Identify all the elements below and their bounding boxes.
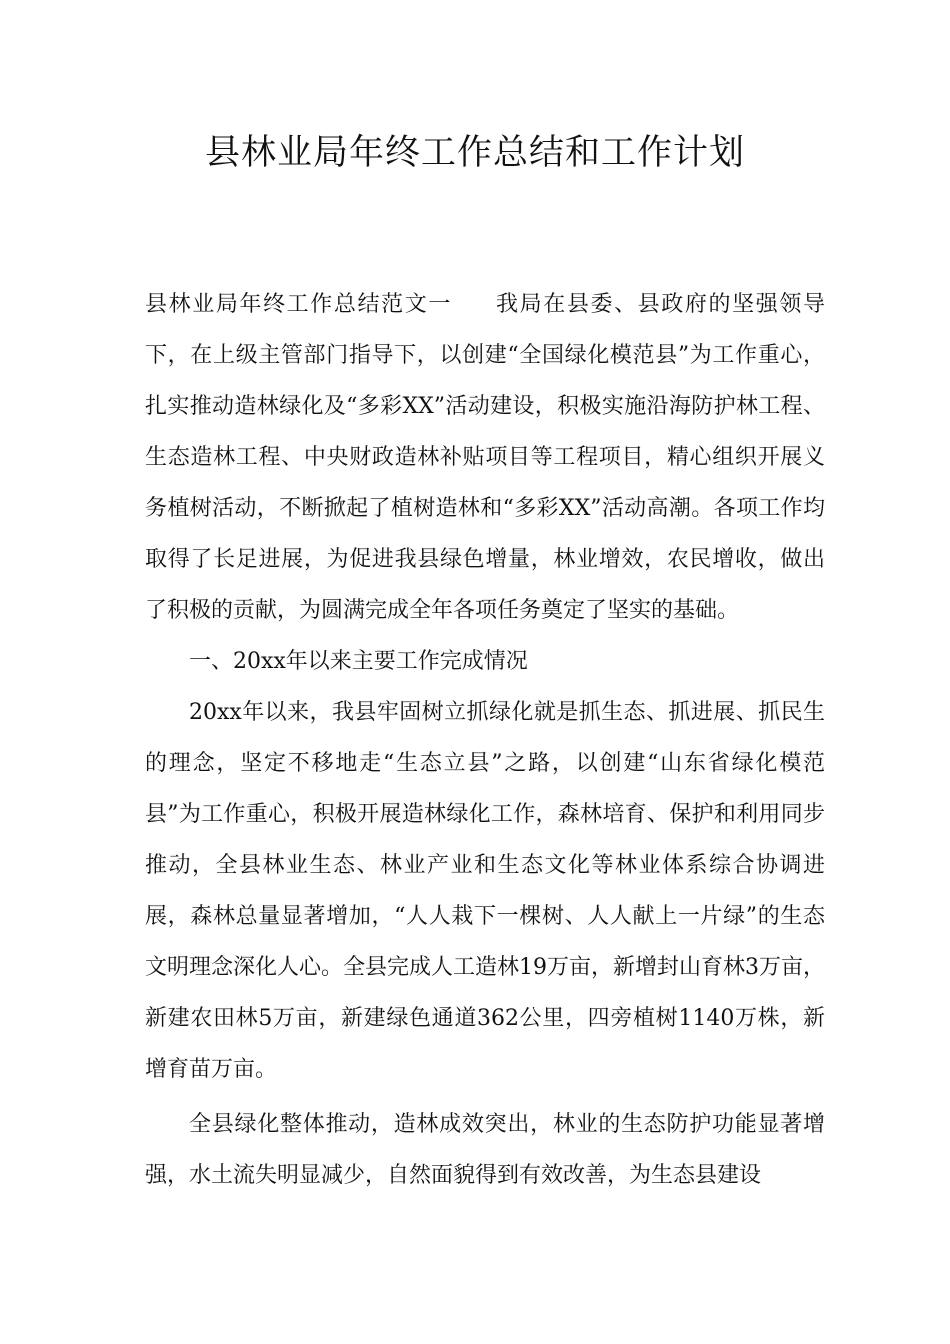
paragraph-1-text: 我局在县委、县政府的坚强领导下，在上级主管部门指导下，以创建“全国绿化模范县”为工作重心，扎实推动造林绿化及“多彩XX”活动建设，积极实施沿海防护林工程、生态造林工程、中央财政造林补贴项目等工程项目，精心组织开展义务植树活动，不断掀起了植树造林和“多彩XX”活动高潮。各项工作均取得了长足进展，为促进我县绿色增量，林业增效，农民增收，做出了积极的贡献，为圆满完成全年各项任务奠定了坚实的基础。	[145, 292, 825, 623]
document-body	[145, 279, 825, 1201]
intro-label: 县林业局年终工作总结范文一	[145, 292, 452, 317]
paragraph-2: 20xx年以来，我县牢固树立抓绿化就是抓生态、抓进展、抓民生的理念，坚定不移地走“生态立县”之路，以创建“山东省绿化模范县”为工作重心，积极开展造林绿化工作，森林培育、保护和利用同步推动，全县林业生态、林业产业和生态文化等林业体系综合协调进展，森林总量显著增加，“人人栽下一棵树、人人献上一片绿”的生态文明理念深化人心。全县完成人工造林19万亩，新增封山育林3万亩，新建农田林5万亩，新建绿色通道362公里，四旁植树1140万株，新增育苗万亩。	[145, 700, 825, 1082]
document-title: 县林业局年终工作总结和工作计划	[204, 133, 745, 173]
section-heading-1: 一、20xx年以来主要工作完成情况	[189, 649, 528, 674]
paragraph-3: 全县绿化整体推动，造林成效突出，林业的生态防护功能显著增强，水土流失明显减少，自然面貌得到有效改善，为生态县建设	[145, 1112, 825, 1188]
intro-paragraph	[145, 279, 825, 636]
